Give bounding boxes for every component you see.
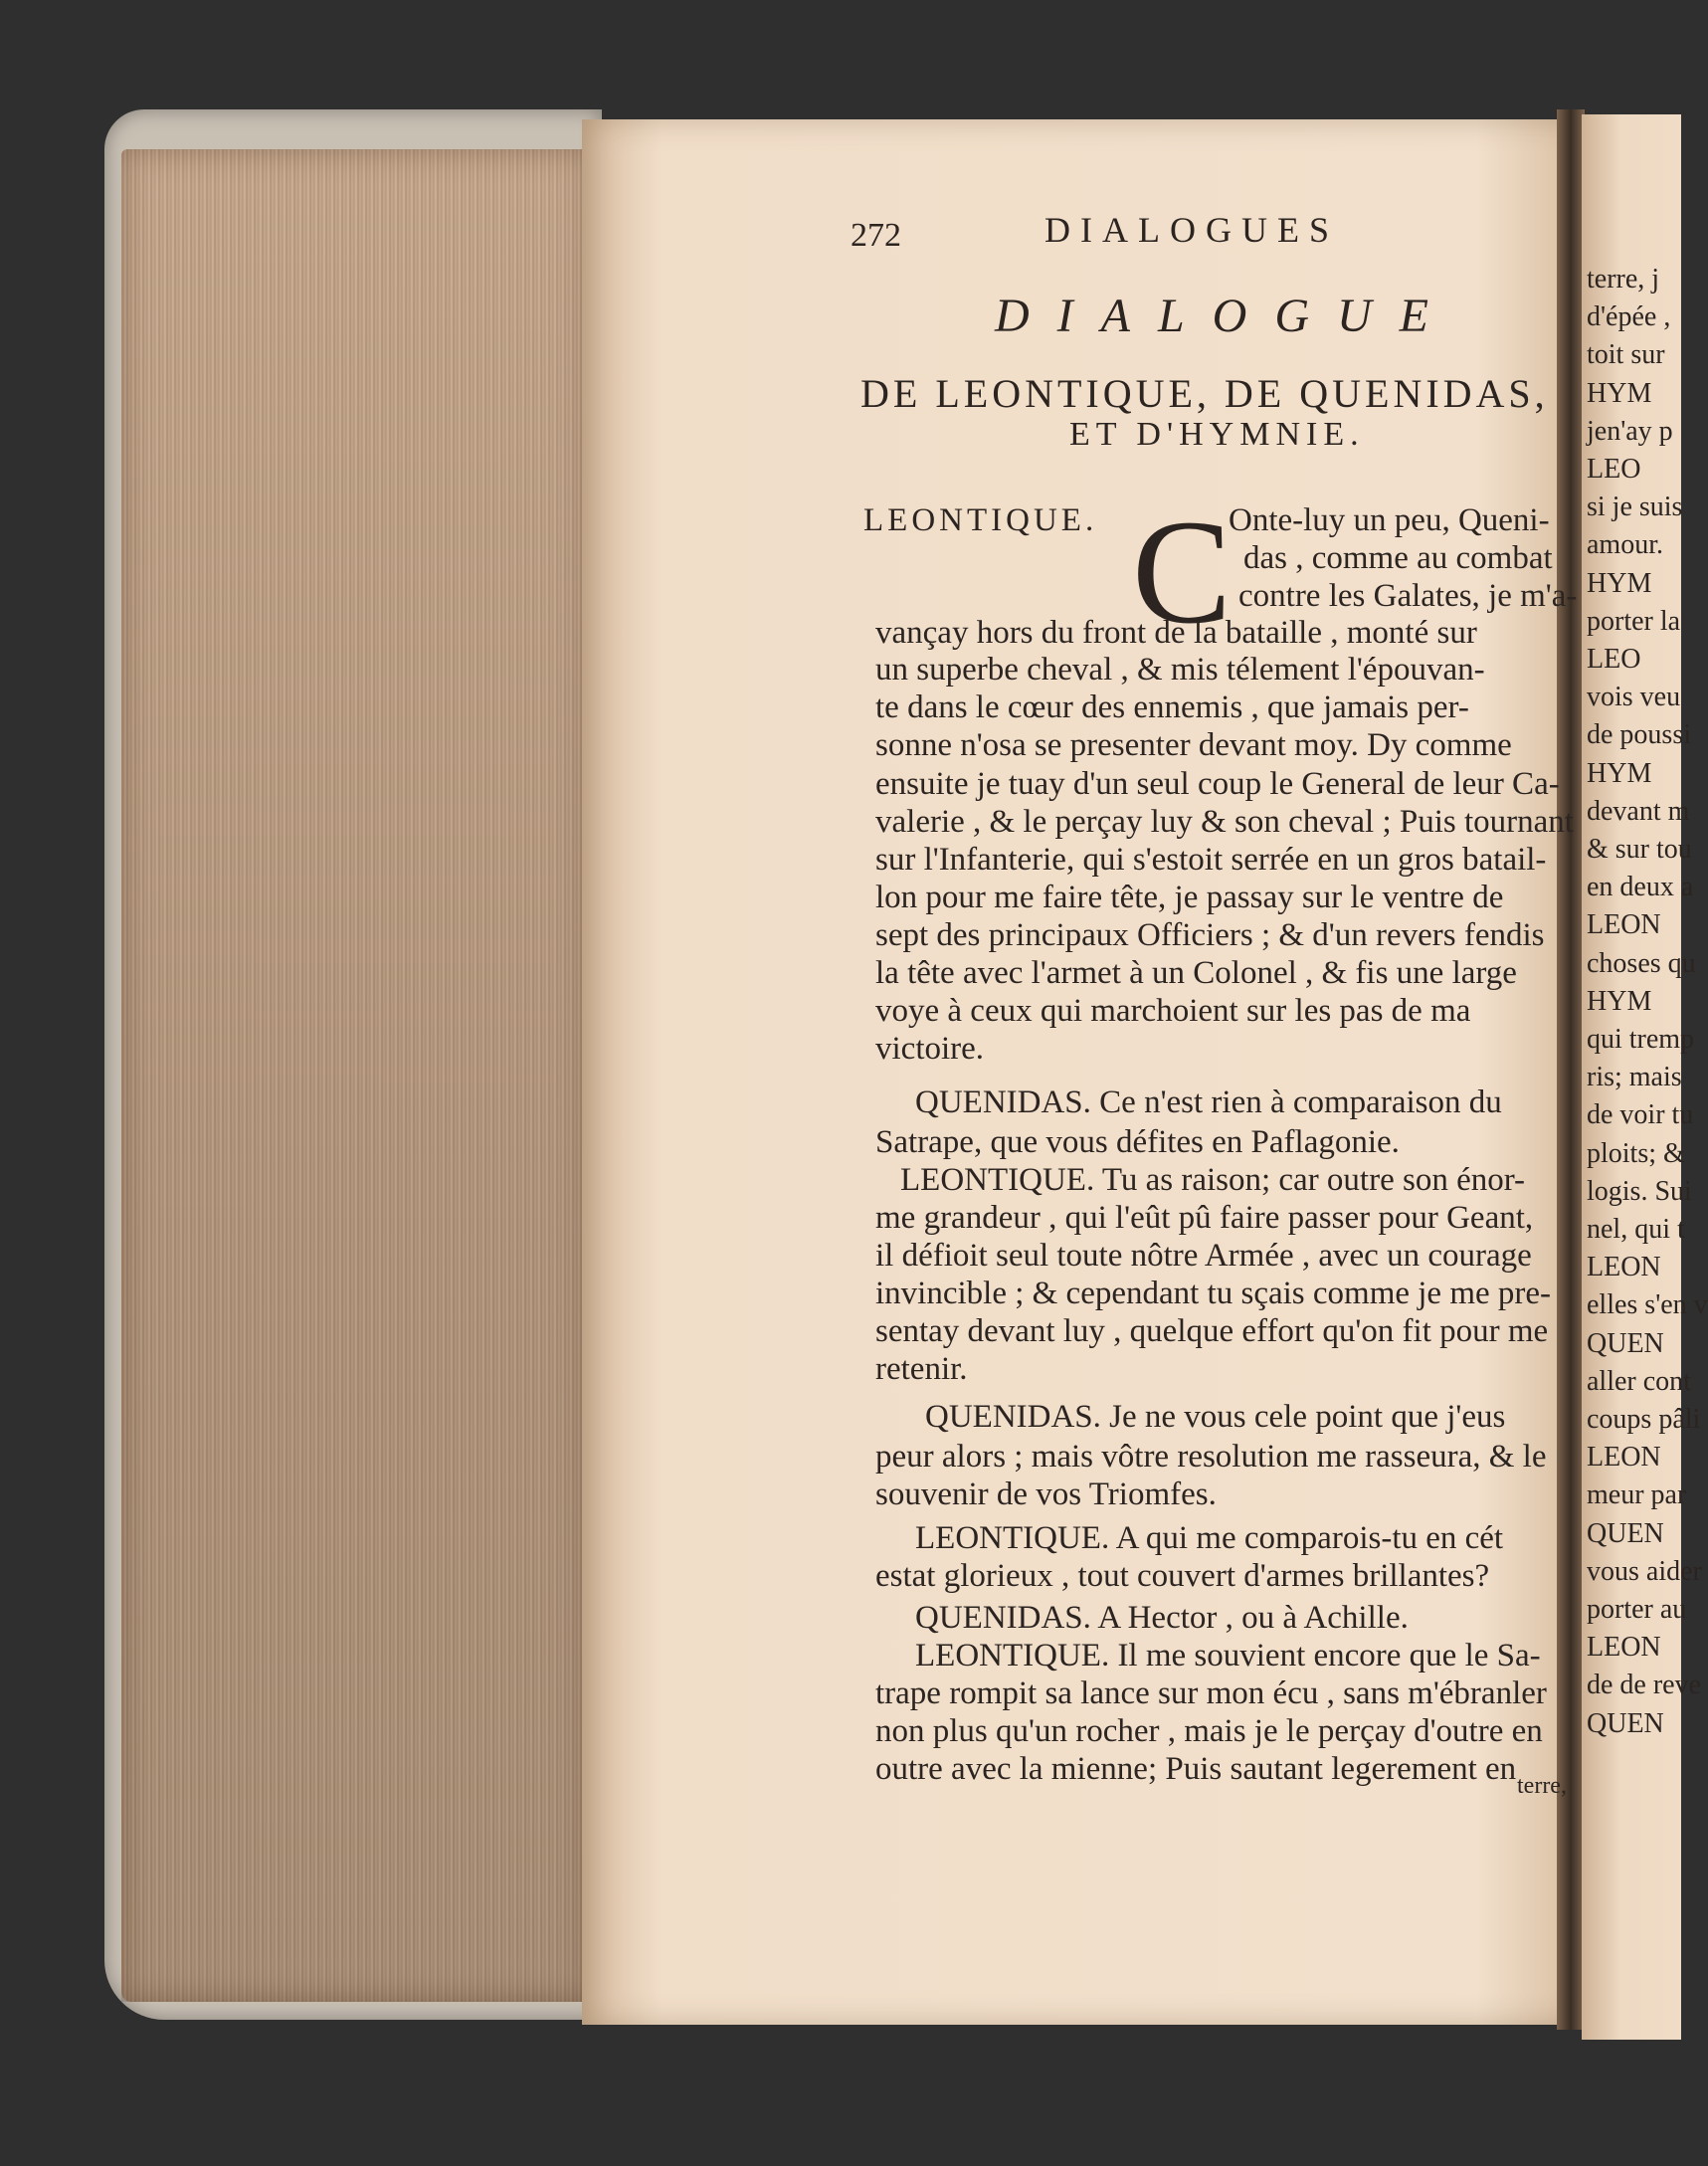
next-page-line: si je suis bbox=[1587, 492, 1683, 523]
body-line: QUENIDAS. Je ne vous cele point que j'eus bbox=[925, 1399, 1506, 1435]
next-page-line: aller cont bbox=[1587, 1365, 1691, 1397]
body-line: QUENIDAS. Ce n'est rien à comparaison du bbox=[915, 1084, 1502, 1120]
body-line: invincible ; & cependant tu sçais comme je me pre- bbox=[875, 1276, 1552, 1311]
body-line: LEONTIQUE. A qui me comparois-tu en cét bbox=[915, 1520, 1504, 1556]
body-line: valerie , & le perçay luy & son cheval ; Puis tournant bbox=[875, 804, 1574, 840]
next-page-line: porter la bbox=[1587, 605, 1681, 637]
body-line: ensuite je tuay d'un seul coup le General de leur Ca- bbox=[875, 766, 1560, 802]
next-page-line: nel, qui t bbox=[1587, 1214, 1685, 1245]
next-page-line: vous aider bbox=[1587, 1555, 1702, 1587]
next-page-line: toit sur bbox=[1587, 339, 1665, 371]
next-page-line: LEO bbox=[1587, 454, 1641, 485]
next-page-line: vois veu bbox=[1587, 682, 1681, 713]
body-line: estat glorieux , tout couvert d'armes brillantes? bbox=[875, 1558, 1490, 1594]
body-line: sonne n'osa se presenter devant moy. Dy comme bbox=[875, 727, 1512, 763]
next-page-line: LEON bbox=[1587, 909, 1661, 941]
body-line: victoire. bbox=[875, 1031, 985, 1067]
body-line: sur l'Infanterie, qui s'estoit serrée en un gros batail- bbox=[875, 842, 1547, 878]
body-line: retenir. bbox=[875, 1351, 968, 1387]
catchword: terre, bbox=[1517, 1773, 1567, 1799]
body-line: te dans le cœur des ennemis , que jamais per- bbox=[875, 689, 1469, 725]
next-page-line: en deux a bbox=[1587, 872, 1694, 903]
body-line: vançay hors du front de la bataille , monté sur bbox=[875, 615, 1477, 651]
body-line: Satrape, que vous défites en Paflagonie. bbox=[875, 1124, 1400, 1160]
next-page-line: & sur tou bbox=[1587, 834, 1692, 865]
first-speaker: LEONTIQUE. bbox=[863, 502, 1098, 538]
body-line: un superbe cheval , & mis télement l'épouvan- bbox=[875, 652, 1485, 688]
body-line: la tête avec l'armet à un Colonel , & fis une large bbox=[875, 955, 1517, 991]
body-line: lon pour me faire tête, je passay sur le ventre de bbox=[875, 880, 1504, 915]
fore-edge-shading bbox=[121, 149, 589, 2002]
next-page-line: logis. Sui bbox=[1587, 1175, 1692, 1207]
next-page-line: HYM bbox=[1587, 757, 1652, 789]
body-line: non plus qu'un rocher , mais je le perçay d'outre en bbox=[875, 1713, 1543, 1749]
running-head: DIALOGUES bbox=[1044, 210, 1339, 250]
next-page-line: QUEN bbox=[1587, 1707, 1664, 1739]
next-page-line: HYM bbox=[1587, 567, 1652, 599]
body-line: outre avec la mienne; Puis sautant legerement en bbox=[875, 1751, 1517, 1787]
body-line: sept des principaux Officiers ; & d'un revers fendis bbox=[875, 917, 1545, 953]
body-line: LEONTIQUE. Il me souvient encore que le Sa- bbox=[915, 1638, 1541, 1674]
next-page-line: amour. bbox=[1587, 529, 1663, 561]
dialogue-subtitle-line1: DE LEONTIQUE, DE QUENIDAS, bbox=[860, 371, 1549, 416]
next-page-line: QUEN bbox=[1587, 1517, 1664, 1549]
next-page-line: qui tremp bbox=[1587, 1024, 1695, 1055]
body-line: sentay devant luy , quelque effort qu'on fit pour me bbox=[875, 1313, 1549, 1349]
dialogue-title: DIALOGUE bbox=[995, 290, 1456, 342]
next-page-line: QUEN bbox=[1587, 1327, 1664, 1359]
next-page-line: devant m bbox=[1587, 795, 1690, 827]
body-line: voye à ceux qui marchoient sur les pas de ma bbox=[875, 993, 1471, 1029]
dialogue-subtitle-line2: ET D'HYMNIE. bbox=[1069, 416, 1365, 453]
body-line: das , comme au combat bbox=[1243, 540, 1553, 576]
next-page-line: ploits; & bbox=[1587, 1137, 1685, 1169]
body-line: Onte-luy un peu, Queni- bbox=[1229, 502, 1550, 538]
next-page-line: LEON bbox=[1587, 1632, 1661, 1664]
next-page-line: terre, j bbox=[1587, 264, 1660, 295]
next-page-line: LEO bbox=[1587, 644, 1641, 675]
next-page-line: porter au bbox=[1587, 1594, 1687, 1625]
next-page-line: meur par bbox=[1587, 1479, 1687, 1511]
body-line: QUENIDAS. A Hector , ou à Achille. bbox=[915, 1600, 1409, 1636]
next-page-line: HYM bbox=[1587, 377, 1652, 409]
body-line: contre les Galates, je m'a- bbox=[1238, 578, 1578, 614]
next-page-line: coups pâli bbox=[1587, 1404, 1701, 1435]
body-line: trape rompit sa lance sur mon écu , sans m'ébranler bbox=[875, 1675, 1547, 1711]
next-page-line: LEON bbox=[1587, 1442, 1661, 1474]
next-page-line: d'épée , bbox=[1587, 301, 1671, 333]
next-page-line: jen'ay p bbox=[1587, 415, 1673, 447]
next-page-line: elles s'en v bbox=[1587, 1289, 1708, 1321]
body-line: souvenir de vos Triomfes. bbox=[875, 1477, 1217, 1512]
next-page-line: de de reve bbox=[1587, 1670, 1702, 1701]
next-page-line: choses qu bbox=[1587, 947, 1696, 979]
next-page-line: ris; mais bbox=[1587, 1062, 1682, 1093]
book-gutter bbox=[1557, 109, 1585, 2030]
next-page-line: LEON bbox=[1587, 1252, 1661, 1283]
next-page-line: HYM bbox=[1587, 985, 1652, 1017]
next-page-line: de voir tu bbox=[1587, 1099, 1694, 1131]
body-line: peur alors ; mais vôtre resolution me rasseura, & le bbox=[875, 1439, 1547, 1475]
next-page-line: de poussi bbox=[1587, 719, 1691, 751]
body-line: LEONTIQUE. Tu as raison; car outre son énor- bbox=[900, 1162, 1526, 1198]
drop-cap: C bbox=[1132, 490, 1233, 655]
body-line: me grandeur , qui l'eût pû faire passer pour Geant, bbox=[875, 1200, 1534, 1236]
page-number: 272 bbox=[851, 217, 901, 254]
body-line: il défioit seul toute nôtre Armée , avec un courage bbox=[875, 1238, 1532, 1274]
